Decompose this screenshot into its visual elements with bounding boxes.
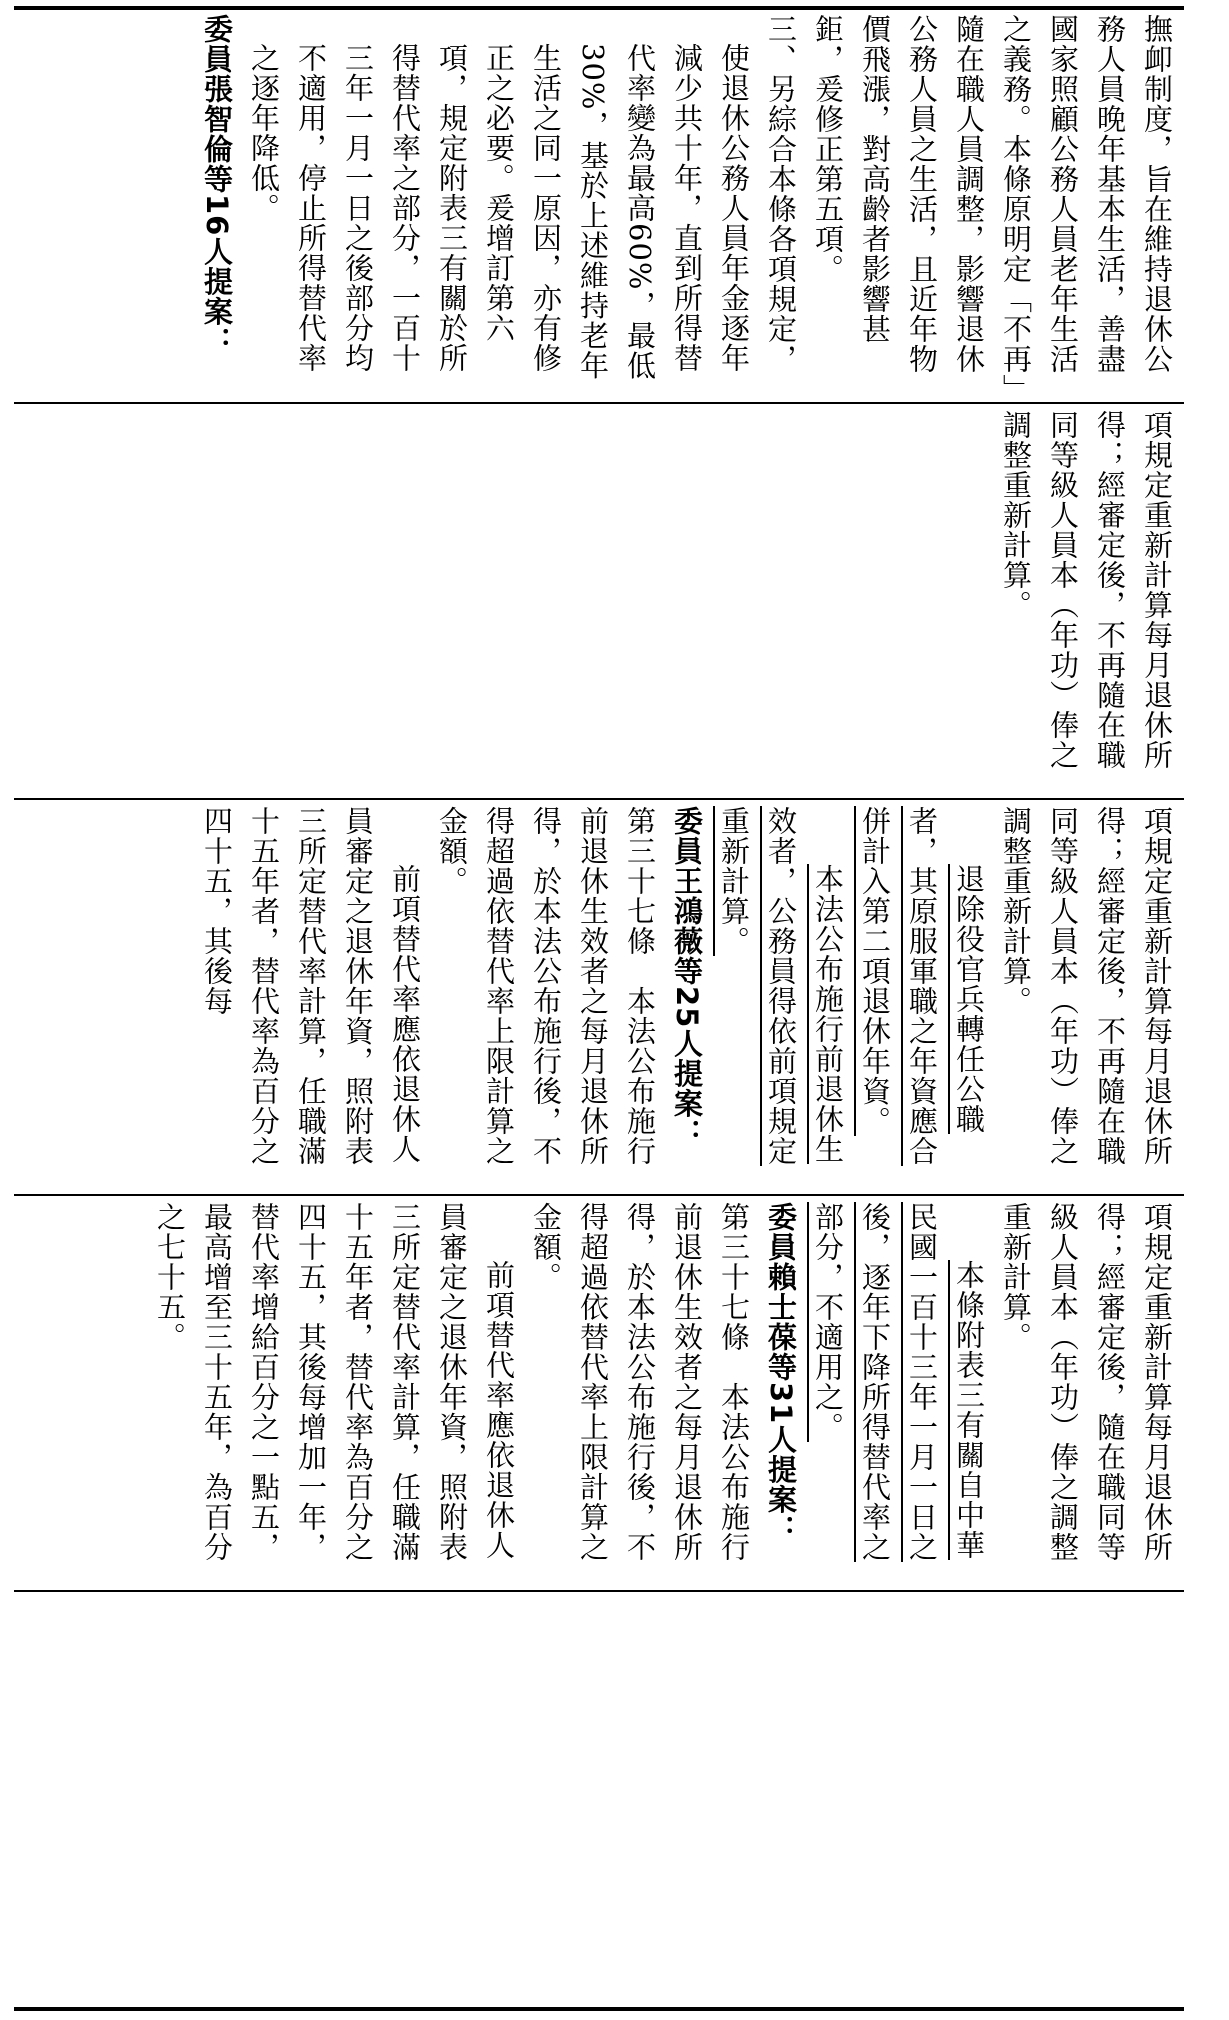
proposal-heading-lai: 委員賴士葆等31人提案： bbox=[764, 1202, 798, 1545]
paragraph-4: 前項替代率應依退休人員審定之退休年資，照附表三所定替代率計算，任職滿十五年者，替代率為百分之四十五，其後每增加一年，替代率增給百分之一點五，最高增至三十五年，為百分之七十五。 bbox=[153, 1202, 516, 1562]
bottom-rule bbox=[14, 2007, 1184, 2011]
paragraph-1: 項規定重新計算每月退休所得；經審定後，不再隨在職同等級人員本（年功）俸之調整重新計算。 bbox=[999, 410, 1174, 770]
proposal-heading-wang: 委員王鴻薇等25人提案： bbox=[670, 806, 704, 1149]
paragraph-1: 項規定重新計算每月退休所得；經審定後，隨在職同等級人員本（年功）俸之調整重新計算。 bbox=[999, 1202, 1174, 1562]
row-divider-3 bbox=[14, 1194, 1184, 1196]
paragraph-2-underlined: 本條附表三有關自中華民國一百十三年一月一日之後，逐年下降所得替代率之部分，不適用之。 bbox=[811, 1202, 986, 1562]
paragraph-5: 前項替代率應依退休人員審定之退休年資，照附表三所定替代率計算，任職滿十五年者，替代率為百分之四十五，其後每 bbox=[200, 806, 422, 1166]
top-rule bbox=[14, 6, 1184, 10]
paragraph-4: 第三十七條 本法公布施行前退休生效者之每月退休所得，於本法公布施行後，不得超過依替代率上限計算之金額。 bbox=[435, 806, 657, 1166]
text-column-2 bbox=[20, 410, 1180, 794]
paragraph-1: 撫卹制度，旨在維持退休公務人員晚年基本生活，善盡國家照顧公務人員老年生活之義務。本條原明定「不再」隨在職人員調整，影響退休公務人員之生活，且近年物價飛漲，對高齡者影響甚鉅，爰修正第五項。 bbox=[811, 14, 1174, 390]
paragraph-2-underlined: 退除役官兵轉任公職者，其原服軍職之年資應合併計入第二項退休年資。 bbox=[858, 806, 986, 1166]
paragraph-3-underlined: 本法公布施行前退休生效者，公務員得依前項規定重新計算。 bbox=[717, 806, 845, 1166]
text-column-3 bbox=[20, 806, 1180, 1190]
row-divider-1 bbox=[14, 402, 1184, 404]
paragraph-3: 第三十七條 本法公布施行前退休生效者之每月退休所得，於本法公布施行後，不得超過依替代率上限計算之金額。 bbox=[529, 1202, 751, 1562]
text-column-1 bbox=[20, 14, 1180, 398]
proposal-heading-zhang: 委員張智倫等16人提案： bbox=[200, 14, 234, 357]
row-divider-4 bbox=[14, 1590, 1184, 1592]
text-column-4 bbox=[20, 1202, 1180, 1586]
row-divider-2 bbox=[14, 798, 1184, 800]
paragraph-1: 項規定重新計算每月退休所得；經審定後，不再隨在職同等級人員本（年功）俸之調整重新計算。 bbox=[999, 806, 1174, 1166]
paragraph-2: 三、另綜合本條各項規定，使退休公務人員年金逐年減少共十年，直到所得替代率變為最高60%，最低30%，基於上述維持老年生活之同一原因，亦有修正之必要。爰增訂第六項，規定附表三有關於所得替代率之部分，一百十三年一月一日之後部分均不適用，停止所得替代率之逐年降低。 bbox=[247, 14, 798, 381]
